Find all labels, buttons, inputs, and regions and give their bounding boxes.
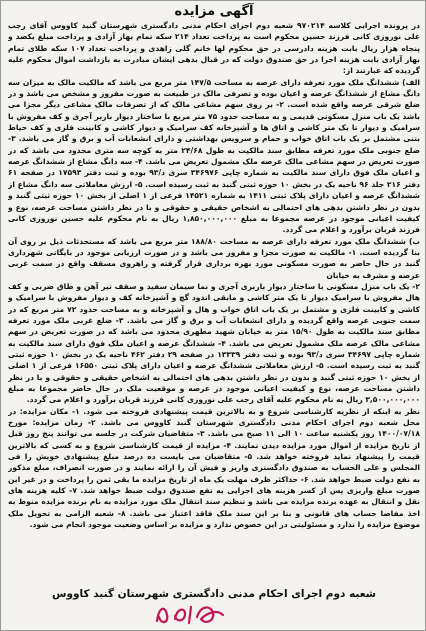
notice-footer: شعبه دوم اجرای احکام مدنی دادگستری شهرستان گنبد کاووس	[52, 588, 376, 600]
notice-body	[8, 20, 420, 586]
notice-title: آگهی مزایده	[174, 4, 254, 19]
notice-paragraph: نظر به اینکه از نظریه کارشناسی شروع و به بالاترین قیمت پیشنهادی فروخته می شود. ۱- مکان مزایده: در محل شعبه دوم اجرای احکام مدنی دادگستری شهرستان گنبد کاووس می باشد. ۲- زمان مزایده: مورخ ۱۴۰۰/۰۷/۱۸ روز یکشنبه ساعت ۱۰ الی ۱۱ صبح می باشد. ۳- متقاضیان شرکت در جلسه می توانند پنج روز قبل از تاریخ مزایده از اموال مورد مزایده دیدن نمایند. ۴- مزایده از قیمت کارشناسی شروع و به کسی که بالاترین قیمت را پیشنهاد نماید فروخته خواهد شد. ۵- متقاضیان می بایست ده درصد مبلغ پیشنهادی خویش را فی المجلس و علی الحساب به صندوق دادگستری واریز و فیش آن را ارائه نمایند و در صورت انصراف، مبلغ مذکور به نفع دولت ضبط خواهد شد. ۶- حداکثر ظرف مهلت یک ماه از تاریخ مزایده ما بقی ثمن را پرداخت و در غیر این صورت مبلغ واریزی پس از کسر هزینه های اجرایی به نفع صندوق دولت ضبط خواهد شد. ۷- کلیه هزینه های نقل و انتقال به عهده برنده مزایده می باشد و تنظیم سند انتقال ملک مورد مزایده به نام برنده مزایده منوط به اخذ مفاصا حساب های قانونی و بنا بر این سند ملک فاقد اعتبار می باشد. ۸- شعبه الزامی به تحویل ملک موضوع مزایده را ندارد و مسئولیتی در این خصوص ندارد و مزایده بر اساس وضعیت موجود انجام می شود.	[8, 406, 420, 530]
notice-paragraph: در پرونده اجرایی کلاسه ۹۷۰۲۱۴ شعبه دوم اجرای احکام مدنی دادگستری شهرستان گنبد کاووس آقای رجب علی نوروزی کانی فرزند حسین محکوم است به پرداخت تعداد ۲۱۴ سکه تمام بهار آزادی و پرداخت مبلغ یکصد و پنجاه هزار ریال بابت هزینه دادرسی در حق محکوم لها خانم گلی زاهدی و پرداخت تعداد ۱۰۷ سکه طلای تمام بهار آزادی بابت هزینه اجرا در حق صندوق دولت که در قبال بدهی ایشان مبادرت به بازداشت اموال محکوم علیه گردیده که عبارتند از:	[8, 21, 420, 76]
notice-paragraph: ۲- یک باب منزل مسکونی با ساختار دیوار باربری آجری و نما سیمان سفید و سقف تیر آهن و طاق ضربی و کف هال مفروش با سرامیک دیوار تا یک متر کاشی و مابقی اندود گچ و آشپزخانه کف و دیوار مفروش با سرامیک و کاشی و کابینت فلزی و مشتمل بر یک باب اتاق خواب و هال و آشپزخانه و به مساحت حدود ۷۲ متر مربع که در سمت جنوبی عرصه واقع گردیده و دارای انشعابات آب و برق و گاز می باشد. ۳- ضلع غربی ملک مورد تعرفه مطابق سند مالکیت به طول ۱۵/۹۰ متر به خیابان شهید مطهری محدود می باشد که در صورت تعریض در سهم مشاعی مالک عرصه ملک مشمول تعریض می باشد. ۴- ششدانگ عرصه و اعیان ملک فوق دارای سند مالکیت به شماره چاپی ۳۴۶۹۷ سری د/۹۳ بوده و ثبت دفتر ۱۳۳۳۹ در صفحه ۲۹ دفتر ۴۶۲ ناحیه یک در بخش ۱۰ حوزه ثبتی گنبد به ثبت رسیده است. ۵- ارزش معاملاتی ششدانگ عرصه و اعیان دارای پلاک ثبتی ۱۶۵۵۰ فرعی از ۱ اصلی از بخش ۱۰ حوزه ثبتی گنبد و بدون در نظر داشتن بدهی های احتمالی به اشخاص حقیقی و حقوقی و با در نظر داشتن مساحت عرصه، نوع و کیفیت اعیانی موجود در عرصه و موقعیت ملک در حال حاضر مجموعا به مبلغ ۳,۵۰۰,۰۰۰,۰۰۰ ریال به نام محکوم علیه آقای رجب علی نوروزی کانی فرزند قربان برآورد و اعلام می گردد.	[8, 281, 420, 405]
notice-paragraph: ب) ششدانگ ملک مورد تعرفه دارای عرصه به مساحت ۱۸۸/۸۰ متر مربع می باشد که مستحدثات ذیل بر روی آن بنا گردیده است. ۱- مالکیت به صورت مجزا و مفروز می باشد و در صورت ارزیابی موجود در بایگانی شهرداری گنبد در حال حاضر به صورت مسکونی مورد بهره برداری قرار گرفته و راهروی مسقف واقع در سمت غربی عرصه و مشرف به خیابان	[8, 236, 420, 280]
notice-paragraph: الف) ششدانگ ملک مورد تعرفه دارای عرصه به مساحت ۱۴۷/۵ متر مربع می باشد که مالکیت مالک به میزان سه دانگ مشاع از ششدانگ عرصه و اعیان بوده و تصرفی مالک در طبیعت به صورت مفروز و مشخص می باشد و در ضلع شرقی عرصه واقع شده است. ۲- بر روی سهم مشاعی مالک که از تصرفات مالک مشاعی دیگر مجزا می باشد یک باب منزل مسکونی قدیمی و به مساحت حدود ۷۵ متر مربع با ساختار دیوار باربر آجری و کف مفروش با سرامیک و دیوار تا یک متر کاشی و اتاق ها و آشپزخانه کف سرامیک و دیوار کاشی و کابینت فلزی و کف حیاط بتنی مشتمل بر یک باب اتاق خواب و حمام و سرویس بهداشتی و دارای انشعابات آب و برق و گاز می باشد. ۳- ضلع جنوبی ملک مورد تعرفه مطابق سند مالکیت به طول ۲۴/۶۸ متر به کوچه سه متری محدود می باشد که در صورت تعریض در سهم مشاعی مالک عرصه ملک مشمول تعریض می باشد. ۴- سه دانگ مشاع از ششدانگ عرصه و اعیان ملک فوق دارای سند مالکیت به شماره چاپی ۳۴۶۹۷۶ سری د/۹۳ بوده و ثبت دفتر ۱۷۵۹۳ در صفحه ۶۱ دفتر ۲۱۶ جلد ۹۶ ناحیه یک در بخش ۱۰ حوزه ثبتی گنبد به ثبت رسیده است. ۵- ارزش معاملاتی سه دانگ مشاع از ششدانگ عرصه و اعیان دارای پلاک ثبتی ۱۴۱۱ به شماره ۱۴۵۲۱ فرعی از ۱ اصلی از بخش ۱۰ حوزه ثبتی گنبد و بدون در نظر داشتن بدهی های احتمالی به اشخاص حقیقی و حقوقی و با در نظر داشتن مساحت عرصه، نوع و کیفیت اعیانی موجود در عرصه مجموعا به مبلغ ۱,۸۵۰,۰۰۰,۰۰۰ ریال به نام محکوم علیه حسین نوروزی کانی فرزند قربان برآورد و اعلام می گردد.	[8, 77, 420, 235]
handwritten-mark-icon	[151, 599, 229, 627]
